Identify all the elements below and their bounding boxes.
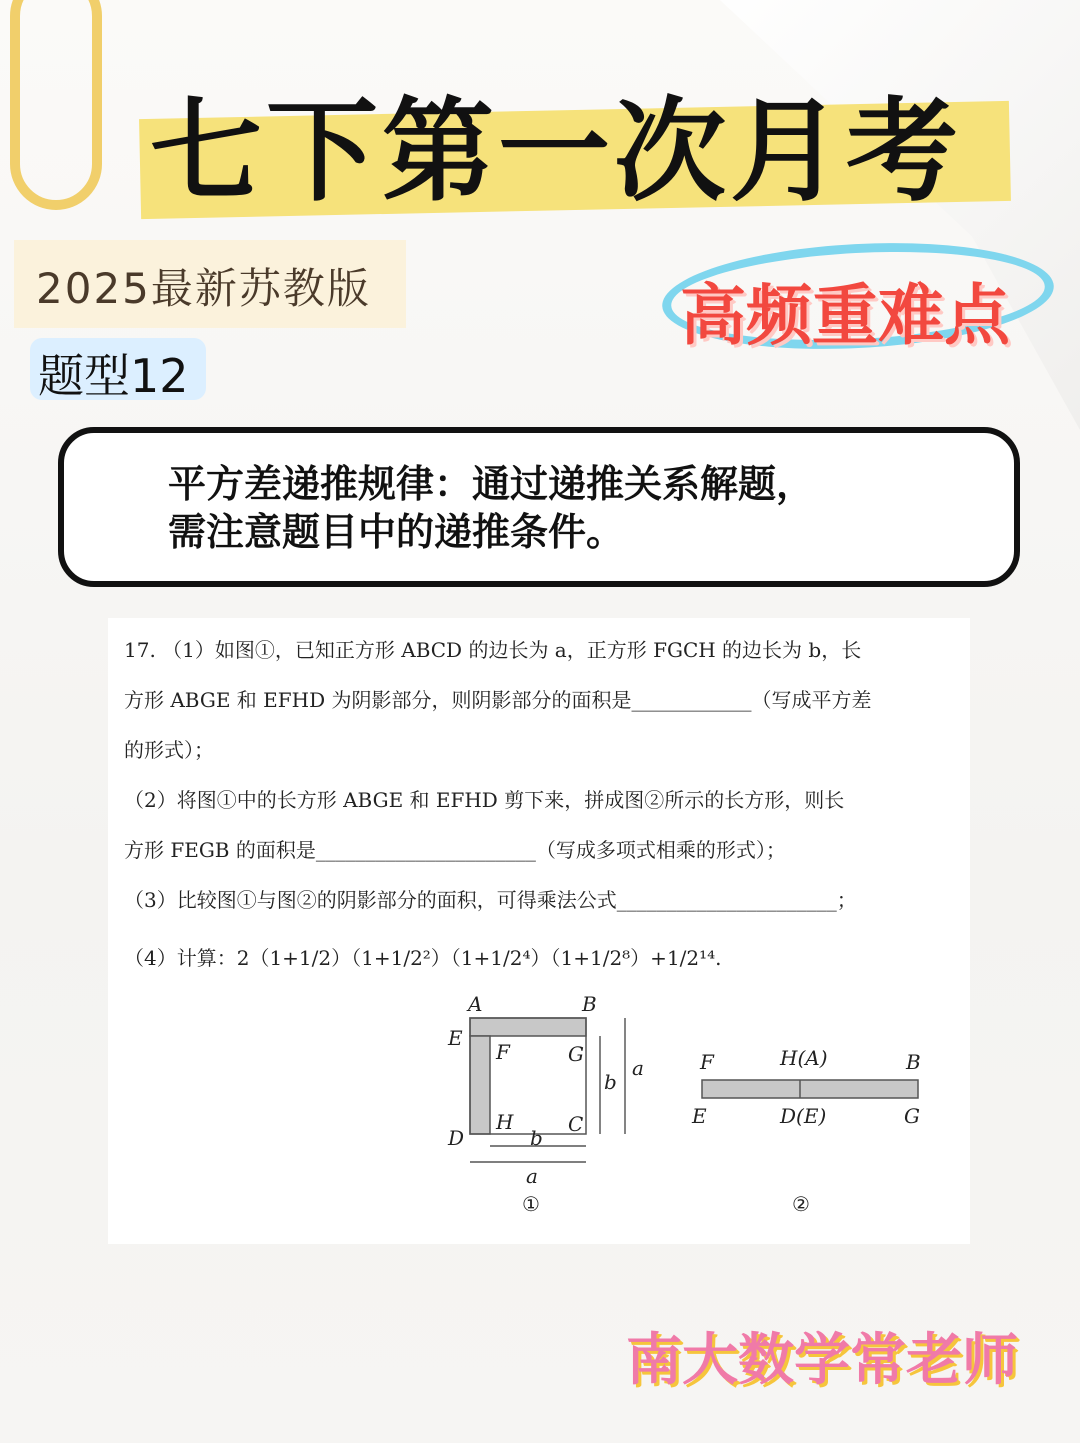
fig1-label-a-vertex: A [468, 992, 483, 1016]
fig1-label-g-vertex: G [568, 1042, 584, 1066]
fig2-label-f-vertex: F [700, 1050, 714, 1074]
question-line-4: （2）将图①中的长方形 ABGE 和 EFHD 剪下来，拼成图②所示的长方形，则长 [124, 788, 845, 812]
author-signature: 南大数学常老师 [626, 1328, 1018, 1393]
rule-text [168, 460, 928, 556]
rule-line-1: 平方差递推规律：通过递推关系解题， [168, 462, 815, 506]
fig1-label-a-dimension: a [632, 1056, 644, 1080]
figure-2-caption: ② [792, 1192, 810, 1216]
fig2-label-g-vertex: G [904, 1104, 920, 1128]
fig1-label-e-vertex: E [448, 1026, 463, 1050]
shaded-rect-fegb [702, 1080, 918, 1098]
question-line-5: 方形 FEGB 的面积是______________________（写成多项式相乘的形式）； [124, 838, 786, 862]
figure-1-diagram [440, 990, 660, 1180]
question-line-2: 方形 ABGE 和 EFHD 为阴影部分，则阴影部分的面积是____________（写成平方差 [124, 688, 872, 712]
page-title: 七下第一次月考 [150, 87, 962, 217]
fig1-label-c-vertex: C [568, 1112, 584, 1136]
badge-label: 高频重难点 [680, 277, 1010, 354]
fig1-label-f-vertex: F [496, 1040, 510, 1064]
fig1-label-b-bottom: b [530, 1126, 543, 1150]
shaded-rect-efhd [470, 1036, 490, 1134]
paper-clip-icon [10, 0, 102, 210]
shaded-rect-abge [470, 1018, 586, 1036]
fig2-label-de-vertex: D(E) [780, 1104, 827, 1128]
edition-label: 2025最新苏教版 [36, 264, 371, 313]
fig1-label-h-vertex: H [496, 1110, 514, 1134]
type-label: 题型12 [38, 349, 189, 403]
question-line-7: （4）计算：2（1+1/2）（1+1/2²）（1+1/2⁴）（1+1/2⁸）+1/2¹⁴. [124, 946, 722, 970]
fig1-label-a-bottom: a [526, 1164, 538, 1188]
question-line-1: 17. （1）如图①，已知正方形 ABCD 的边长为 a，正方形 FGCH 的边长为 b，长 [124, 638, 862, 662]
fig2-label-b-vertex: B [906, 1050, 921, 1074]
question-line-3: 的形式）； [124, 738, 214, 762]
fig1-label-d-vertex: D [448, 1126, 465, 1150]
fig2-label-e-vertex: E [692, 1104, 707, 1128]
figure-1-caption: ① [522, 1192, 540, 1216]
question-line-6: （3）比较图①与图②的阴影部分的面积，可得乘法公式______________________； [124, 888, 857, 912]
rule-line-2: 需注意题目中的递推条件。 [168, 510, 625, 554]
fig1-label-b-dimension: b [604, 1070, 617, 1094]
fig1-label-b-vertex: B [582, 992, 597, 1016]
fig2-label-ha-vertex: H(A) [780, 1046, 828, 1070]
